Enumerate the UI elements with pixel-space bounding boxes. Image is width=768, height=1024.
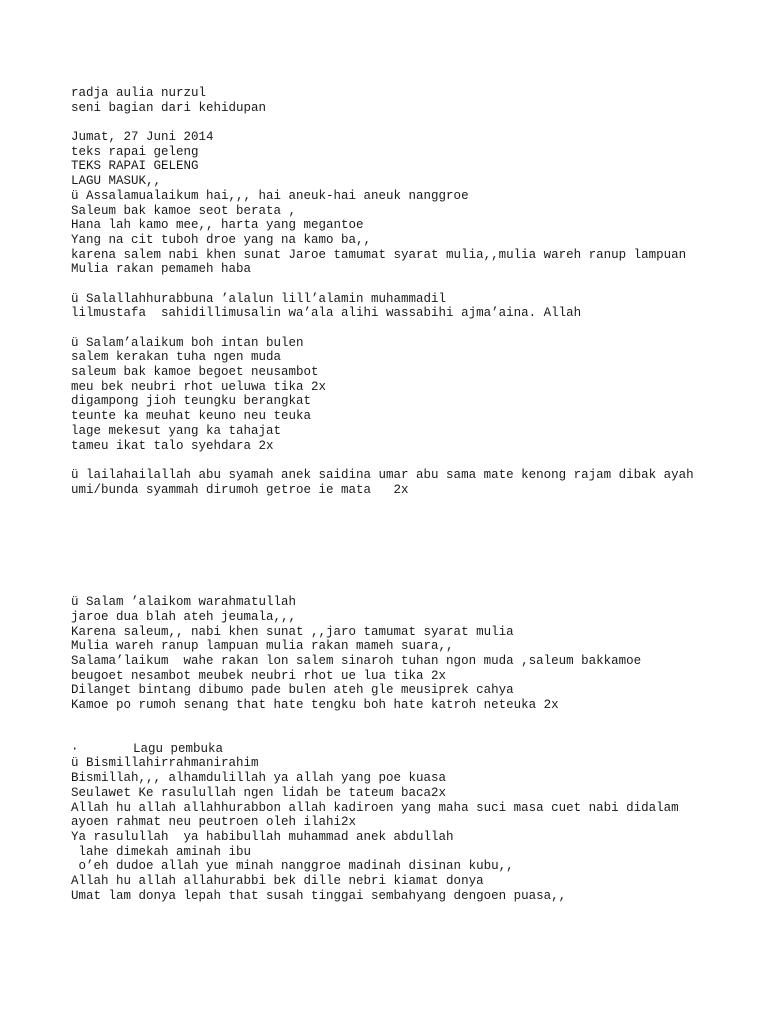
- stanza-line: ü Salam’alaikum boh intan bulen: [71, 335, 304, 350]
- stanza-4: [71, 468, 751, 497]
- stanza-line: o’eh dudoe allah yue minah nanggroe madinah disinan kubu,,: [71, 859, 514, 874]
- stanza-line: umi/bunda syammah dirumoh getroe ie mata 2x: [71, 482, 409, 497]
- stanza-line: karena salem nabi khen sunat Jaroe tamumat syarat mulia,,mulia wareh ranup lampuan: [71, 247, 687, 262]
- stanza-line: lage mekesut yang ka tahajat: [71, 423, 282, 438]
- stanza-line: Mulia wareh ranup lampuan mulia rakan mameh suara,,: [71, 639, 454, 654]
- author-name: radja aulia nurzul: [71, 86, 207, 100]
- post-heading: TEKS RAPAI GELENG: [71, 159, 199, 174]
- document-body: [71, 86, 751, 903]
- bullet-icon: ·: [71, 741, 79, 756]
- stanza-1: [71, 189, 751, 277]
- stanza-line: lilmustafa sahidillimusalin wa’ala alihi wassabihi ajma’aina. Allah: [71, 306, 582, 321]
- section-title: Lagu pembuka: [133, 741, 224, 756]
- stanza-line: Allah hu allah allahurabbi bek dille nebri kiamat donya: [71, 873, 484, 888]
- section-title-line: [71, 742, 751, 757]
- stanza-line: Kamoe po rumoh senang that hate tengku boh hate katroh neteuka 2x: [71, 698, 559, 713]
- stanza-line: Ya rasulullah ya habibullah muhammad anek abdullah: [71, 829, 454, 844]
- stanza-line: lahe dimekah aminah ibu: [71, 844, 252, 859]
- stanza-6: [71, 742, 751, 904]
- stanza-line: ü Salam ’alaikom warahmatullah: [71, 595, 297, 610]
- stanza-line: meu bek neubri rhot ueluwa tika 2x: [71, 379, 327, 394]
- stanza-line: Salama’laikum wahe rakan lon salem sinaroh tuhan ngon muda ,saleum bakkamoe: [71, 654, 642, 668]
- post-title: teks rapai geleng: [71, 144, 199, 159]
- blog-tagline: seni bagian dari kehidupan: [71, 100, 267, 115]
- stanza-line: ü Salallahhurabbuna ’alalun lill’alamin muhammadil: [71, 291, 447, 306]
- stanza-2: [71, 292, 751, 321]
- stanza-line: teunte ka meuhat keuno neu teuka: [71, 409, 312, 424]
- stanza-line: ü lailahailallah abu syamah anek saidina umar abu sama mate kenong rajam dibak ayah: [71, 467, 694, 482]
- stanza-line: jaroe dua blah ateh jeumala,,,: [71, 609, 297, 624]
- stanza-line: Dilanget bintang dibumo pade bulen ateh gle meusiprek cahya: [71, 683, 514, 698]
- stanza-line: ü Bismillahirrahmanirahim: [71, 756, 259, 771]
- stanza-line: Yang na cit tuboh droe yang na kamo ba,,: [71, 232, 372, 247]
- stanza-line: Hana lah kamo mee,, harta yang megantoe: [71, 218, 364, 233]
- stanza-line: beugoet nesambot meubek neubri rhot ue lua tika 2x: [71, 668, 447, 683]
- stanza-line: Allah hu allah allahhurabbon allah kadiroen yang maha suci masa cuet nabi didalam: [71, 800, 679, 815]
- stanza-line: ü Assalamualaikum hai,,, hai aneuk-hai aneuk nanggroe: [71, 188, 469, 203]
- post-date: Jumat, 27 Juni 2014: [71, 130, 214, 145]
- stanza-3: [71, 336, 751, 454]
- stanza-line: saleum bak kamoe begoet neusambot: [71, 365, 319, 380]
- stanza-5: [71, 595, 751, 713]
- stanza-line: salem kerakan tuha ngen muda: [71, 350, 282, 365]
- stanza-line: Mulia rakan pemameh haba: [71, 262, 252, 277]
- stanza-line: Karena saleum,, nabi khen sunat ,,jaro tamumat syarat mulia: [71, 624, 514, 639]
- stanza-line: Umat lam donya lepah that susah tinggai sembahyang dengoen puasa,,: [71, 888, 567, 903]
- stanza-line: tameu ikat talo syehdara 2x: [71, 438, 274, 453]
- stanza-line: Bismillah,,, alhamdulillah ya allah yang poe kuasa: [71, 771, 447, 786]
- stanza-line: digampong jioh teungku berangkat: [71, 394, 312, 409]
- stanza-line: Seulawet Ke rasulullah ngen lidah be tateum baca2x: [71, 785, 447, 800]
- post-subheading: LAGU MASUK,,: [71, 174, 162, 189]
- stanza-line: Saleum bak kamoe seot berata ,: [71, 203, 297, 218]
- stanza-line: ayoen rahmat neu peutroen oleh ilahi2x: [71, 815, 357, 830]
